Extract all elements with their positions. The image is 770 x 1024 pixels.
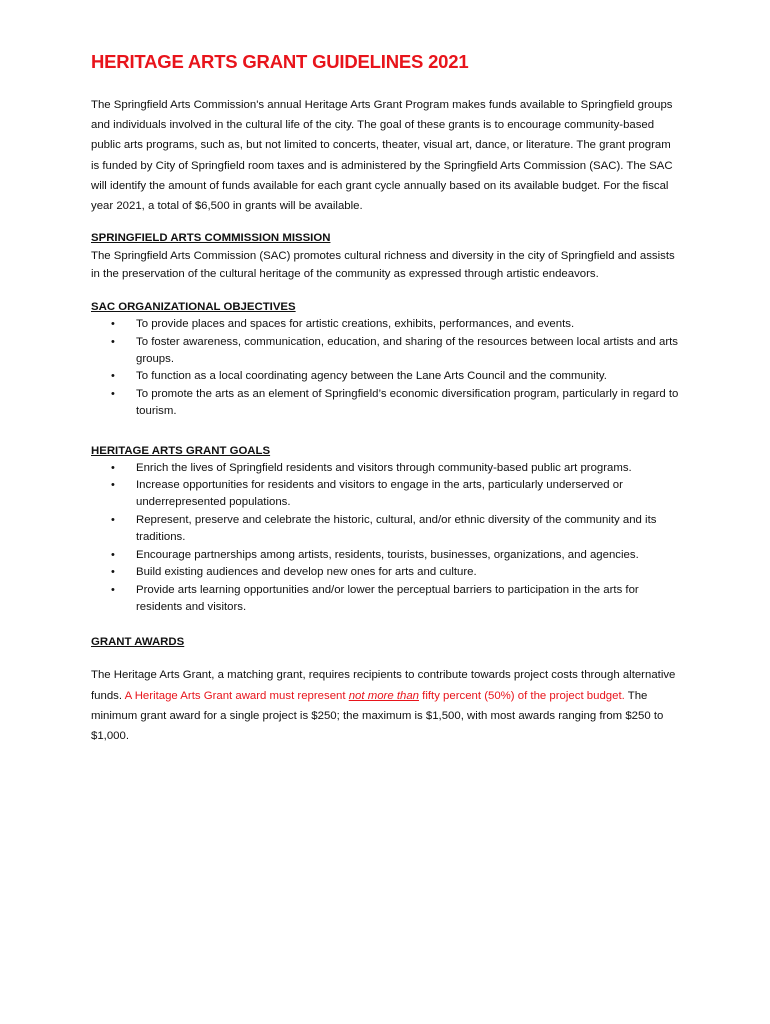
list-item-text: Enrich the lives of Springfield residents and visitors through community-based public art programs.: [136, 461, 632, 474]
bullet-icon: •: [111, 583, 115, 596]
list-item-text: Represent, preserve and celebrate the historic, cultural, and/or ethnic diversity of the community and its traditions.: [136, 513, 657, 544]
list-item-text: To function as a local coordinating agency between the Lane Arts Council and the community.: [136, 370, 607, 383]
list-item-text: To provide places and spaces for artistic creations, exhibits, performances, and events.: [136, 318, 575, 331]
awards-text-part2: The minimum grant award for a single project is $250; the maximum is $1,500, with most awards ranging from $250 to $1,000.: [91, 689, 664, 742]
bullet-icon: •: [111, 387, 115, 400]
awards-section: [91, 633, 681, 746]
document-title: HERITAGE ARTS GRANT GUIDELINES 2021: [91, 51, 469, 72]
objectives-heading: SAC ORGANIZATIONAL OBJECTIVES: [91, 301, 296, 314]
goals-section: [91, 442, 681, 617]
list-item: [91, 564, 681, 581]
awards-heading: GRANT AWARDS: [91, 636, 185, 649]
list-item-text: Provide arts learning opportunities and/or lower the perceptual barriers to participation in the arts for residents and visitors.: [136, 583, 639, 613]
list-item: [91, 316, 681, 333]
list-item: [91, 547, 681, 564]
bullet-icon: •: [111, 548, 115, 561]
list-item: [91, 386, 681, 421]
goals-heading: HERITAGE ARTS GRANT GOALS: [91, 444, 271, 457]
objectives-list: [91, 316, 681, 420]
list-item: [91, 460, 681, 477]
bullet-icon: •: [111, 513, 115, 526]
mission-heading: SPRINGFIELD ARTS COMMISSION MISSION: [91, 232, 331, 245]
list-item: [91, 477, 681, 512]
mission-text: The Springfield Arts Commission (SAC) promotes cultural richness and diversity in the city of Springfield and assists in the preservation of the cultural heritage of the community as expressed through artistic endeavors.: [91, 250, 675, 281]
awards-emphasis-limit: not more than: [348, 689, 419, 702]
bullet-icon: •: [111, 318, 115, 331]
mission-section: [91, 229, 681, 283]
list-item: [91, 512, 681, 547]
bullet-icon: •: [111, 479, 115, 492]
bullet-icon: •: [111, 461, 115, 474]
bullet-icon: •: [111, 335, 115, 348]
list-item-text: To promote the arts as an element of Springfield’s economic diversification program, particularly in regard to tourism.: [136, 387, 679, 418]
bullet-icon: •: [111, 566, 115, 579]
document-content: [91, 50, 681, 746]
awards-emphasis-text-2: fifty percent (50%) of the project budget.: [419, 689, 625, 702]
list-item-text: Build existing audiences and develop new ones for arts and culture.: [136, 566, 477, 579]
list-item: [91, 582, 681, 617]
list-item-text: To foster awareness, communication, education, and sharing of the resources between local artists and arts groups.: [136, 335, 678, 366]
goals-list: [91, 460, 681, 617]
list-item-text: Increase opportunities for residents and visitors to engage in the arts, particularly underserved or underrepresented populations.: [136, 479, 623, 509]
intro-paragraph: The Springfield Arts Commission's annual Heritage Arts Grant Program makes funds available to Springfield groups and individuals involved in the cultural life of the city. The goal of these grants is to encourage community-based public arts programs, such as, but not limited to concerts, theater, visual art, dance, or literature. The grant program is funded by City of Springfield room taxes and is administered by the Springfield Arts Commission (SAC). The SAC will identify the amount of funds available for each grant cycle annually based on its available budget. For the fiscal year 2021, a total of $6,500 in grants will be available.: [91, 99, 673, 213]
awards-text-part1: The Heritage Arts Grant, a matching grant, requires recipients to contribute towards project costs through alternative funds.: [91, 669, 676, 702]
list-item: [91, 368, 681, 385]
awards-paragraph: [91, 665, 681, 746]
awards-emphasis-text: A Heritage Arts Grant award must represent: [124, 689, 349, 702]
list-item: [91, 334, 681, 369]
bullet-icon: •: [111, 370, 115, 383]
objectives-section: [91, 298, 681, 420]
list-item-text: Encourage partnerships among artists, residents, tourists, businesses, organizations, and agencies.: [136, 548, 639, 561]
